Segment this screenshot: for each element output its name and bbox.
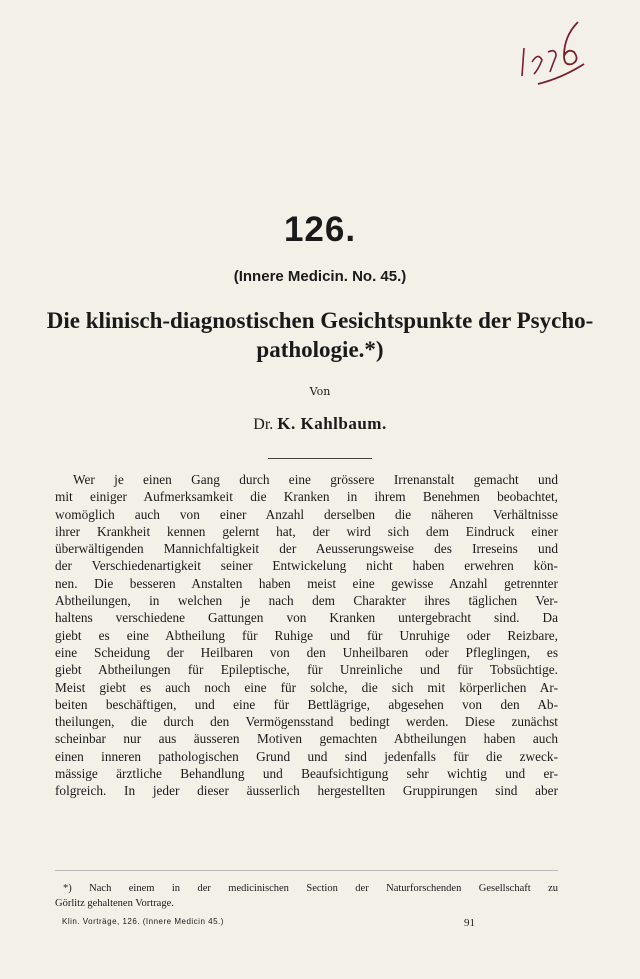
body-line: Meist giebt es auch noch eine für solche, die sich mit körperlichen Ar-: [55, 679, 558, 695]
footnote-line: *) Nach einem in der medicinischen Section der Naturforschenden Gesellschaft zu: [63, 883, 558, 894]
title-line: Die klinisch-diagnostischen Gesichtspunkte der Psycho-: [46, 308, 594, 333]
title-line: pathologie.*): [256, 337, 384, 362]
author-prefix: Dr.: [253, 416, 274, 433]
by-label: Von: [309, 385, 331, 398]
body-line: haltens verschiedene Gattungen von Kranken untergebracht sind. Da: [55, 610, 558, 626]
body-line: theilungen, die durch den Vermögensstand bedingt werden. Diese zunächst: [55, 714, 558, 730]
handwritten-annotation: [504, 18, 594, 90]
body-line: womöglich auch von einer Anzahl derselben die näheren Verhältnisse: [55, 506, 558, 522]
body-line: nen. Die besseren Anstalten haben meist eine gewisse Anzahl getrennter: [55, 575, 558, 591]
body-line: der Verschiedenartigkeit seiner Entwickelung nicht haben erwehren kön-: [55, 558, 558, 574]
body-line: folgreich. In jeder dieser äusserlich hergestellten Gruppirungen sind aber: [55, 783, 558, 799]
body-line: giebt es eine Abtheilung für Ruhige und für Unruhige oder Reizbare,: [55, 627, 558, 643]
body-paragraph: [55, 471, 558, 800]
divider: [268, 458, 372, 459]
body-line: eine Scheidung der Heilbaren von den Unheilbaren oder Pfleglingen, es: [55, 644, 558, 660]
running-footer: Klin. Vorträge, 126. (Innere Medicin 45.): [62, 917, 224, 926]
page-number: 91: [464, 917, 475, 929]
issue-number: 126.: [283, 210, 357, 249]
author: [0, 414, 640, 434]
author-name: K. Kahlbaum.: [277, 414, 387, 433]
body-line: scheinbar nur aus äusseren Motiven gemachten Abtheilungen haben auch: [55, 731, 558, 747]
series-label: (Innere Medicin. No. 45.): [233, 268, 407, 285]
body-line: einen inneren pathologischen Grund und sind jedenfalls für die zweck-: [55, 748, 558, 764]
body-line: beiten beschäftigen, und eine für Bettlägrige, abgesehen von den Ab-: [55, 696, 558, 712]
footnote: [55, 881, 558, 911]
body-line: mässige ärztliche Behandlung und Beaufsichtigung sehr wichtig und er-: [55, 766, 558, 782]
body-line: mit einiger Aufmerksamkeit die Kranken in ihrem Benehmen beobachtet,: [55, 489, 558, 505]
footnote-line: Görlitz gehaltenen Vortrage.: [55, 898, 174, 909]
body-line: Wer je einen Gang durch eine grössere Irrenanstalt gemacht und: [73, 472, 558, 487]
body-line: ihrer Krankheit kennen gelernt hat, der wird sich dem Eindruck einer: [55, 523, 558, 539]
body-line: giebt Abtheilungen für Epileptische, für Unreinliche und für Tobsüchtige.: [55, 662, 558, 678]
article-title: [40, 306, 600, 364]
body-line: Abtheilungen, in welchen je nach dem Charakter ihres täglichen Ver-: [55, 593, 558, 609]
body-line: überwältigenden Mannichfaltigkeit der Aeusserungsweise des Irreseins und: [55, 541, 558, 557]
footnote-divider: [55, 870, 558, 871]
